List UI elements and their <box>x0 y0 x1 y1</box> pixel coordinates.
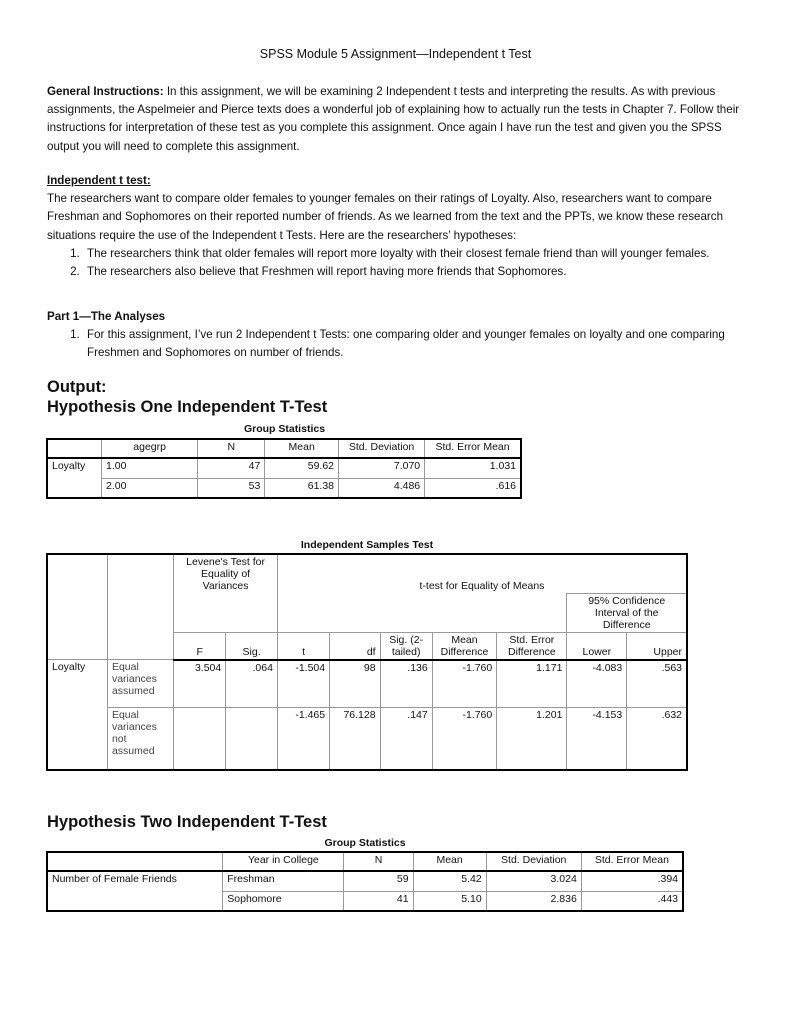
cell: 7.070 <box>339 458 425 478</box>
document-title: SPSS Module 5 Assignment—Independent t Test <box>259 47 532 61</box>
row-sublabel: Equal variances assumed <box>107 660 173 708</box>
cell <box>174 708 226 770</box>
row-label-empty <box>47 708 107 770</box>
hypothesis-item: 2. The researchers also believe that Freshmen will report having more friends that Sophomores. <box>83 263 747 281</box>
h1-ind-table <box>46 553 688 771</box>
table-corner <box>107 554 173 660</box>
hypothesis-one-heading: Hypothesis One Independent T-Test <box>47 398 328 416</box>
h1-group-caption: Group Statistics <box>243 423 326 435</box>
cell: .632 <box>627 708 687 770</box>
general-instructions <box>47 83 747 156</box>
hypothesis-item: 1. The researchers think that older females will report more loyalty with their closest female friend than will younger females. <box>83 245 747 263</box>
cell: 2.836 <box>486 891 581 911</box>
cell: -4.153 <box>567 708 627 770</box>
col-header: agegrp <box>101 439 197 458</box>
cell: .136 <box>380 660 432 708</box>
row-sublabel: Equal variances not assumed <box>107 708 173 770</box>
row-label: Loyalty <box>47 458 101 478</box>
col-header: N <box>344 852 413 871</box>
ttest-spacer <box>277 593 567 632</box>
col-header: Sig. (2-tailed) <box>380 632 432 660</box>
cell: .147 <box>380 708 432 770</box>
cell: 1.00 <box>101 458 197 478</box>
col-header: F <box>174 632 226 660</box>
col-header: Mean <box>265 439 339 458</box>
cell: 5.10 <box>413 891 486 911</box>
col-header: t <box>277 632 329 660</box>
hypothesis-two-heading: Hypothesis Two Independent T-Test <box>47 813 327 831</box>
cell: 53 <box>198 478 265 498</box>
col-header: Mean <box>413 852 486 871</box>
levene-spacer <box>174 593 278 632</box>
output-heading: Output: <box>47 378 107 396</box>
cell: 76.128 <box>330 708 380 770</box>
cell: 98 <box>330 660 380 708</box>
row-label: Loyalty <box>47 660 107 708</box>
part1-list <box>47 326 747 362</box>
col-header: Std. Error Difference <box>497 632 567 660</box>
h1-group-table <box>46 438 522 499</box>
ci-header: 95% Confidence Interval of the Difference <box>567 593 687 632</box>
ttest-header: t-test for Equality of Means <box>277 554 687 593</box>
cell: .394 <box>581 871 683 891</box>
table-row <box>47 708 687 770</box>
cell: 4.486 <box>339 478 425 498</box>
row-label-empty <box>47 891 223 911</box>
table-corner <box>47 852 223 871</box>
col-header: Year in College <box>223 852 344 871</box>
row-label-empty <box>47 478 101 498</box>
col-header: Mean Difference <box>432 632 497 660</box>
h2-group-table <box>46 851 684 912</box>
cell: 1.031 <box>425 458 521 478</box>
part1-heading: Part 1—The Analyses <box>47 310 166 323</box>
col-header: Std. Error Mean <box>425 439 521 458</box>
cell: .563 <box>627 660 687 708</box>
cell: 61.38 <box>265 478 339 498</box>
col-header: Std. Error Mean <box>581 852 683 871</box>
col-header: Std. Deviation <box>486 852 581 871</box>
col-header: N <box>198 439 265 458</box>
table-row <box>47 478 521 498</box>
cell: -1.465 <box>277 708 329 770</box>
row-label: Number of Female Friends <box>47 871 223 891</box>
table-row <box>47 458 521 478</box>
cell: -4.083 <box>567 660 627 708</box>
cell: 2.00 <box>101 478 197 498</box>
table-corner <box>47 439 101 458</box>
general-instructions-label: General Instructions: <box>47 85 164 98</box>
hypotheses-list <box>47 245 747 281</box>
cell: Freshman <box>223 871 344 891</box>
independent-text: The researchers want to compare older females to younger females on their ratings of Loyalty. Also, researchers want to compare Freshman and Sophomores on their reported number of friends. As we learned from the text and the PPTs, we know these research situations require the use of the Independent t Tests. Here are the researchers’ hypotheses: <box>47 192 724 242</box>
table-row <box>47 660 687 708</box>
levene-header: Levene's Test for Equality of Variances <box>174 554 278 593</box>
cell: 59.62 <box>265 458 339 478</box>
cell: 3.024 <box>486 871 581 891</box>
cell: 47 <box>198 458 265 478</box>
cell: 5.42 <box>413 871 486 891</box>
cell: -1.504 <box>277 660 329 708</box>
col-header: Upper <box>627 632 687 660</box>
cell: .616 <box>425 478 521 498</box>
cell: 1.201 <box>497 708 567 770</box>
table-row <box>47 871 683 891</box>
independent-heading: Independent t test: <box>47 174 151 187</box>
cell: 3.504 <box>174 660 226 708</box>
col-header: df <box>330 632 380 660</box>
cell: -1.760 <box>432 708 497 770</box>
cell: 1.171 <box>497 660 567 708</box>
cell: .064 <box>226 660 278 708</box>
table-row <box>47 891 683 911</box>
cell: -1.760 <box>432 660 497 708</box>
col-header: Sig. <box>226 632 278 660</box>
part1-section <box>47 308 747 363</box>
cell <box>226 708 278 770</box>
cell: Sophomore <box>223 891 344 911</box>
col-header: Std. Deviation <box>339 439 425 458</box>
col-header: Lower <box>567 632 627 660</box>
h1-ind-caption: Independent Samples Test <box>300 539 434 551</box>
part1-item: 1. For this assignment, I’ve run 2 Independent t Tests: one comparing older and younger females on loyalty and one comparing Freshmen and Sophomores on number of friends. <box>83 326 747 362</box>
cell: 59 <box>344 871 413 891</box>
independent-section <box>47 172 747 281</box>
cell: .443 <box>581 891 683 911</box>
cell: 41 <box>344 891 413 911</box>
general-instructions-text: In this assignment, we will be examining 2 Independent t tests and interpreting the results. As with previous assignments, the Aspelmeier and Pierce texts does a wonderful job of explaining how to actually run the tests in Chapter 7. Follow their instructions for interpretation of these test as you complete this assignment. Once again I have run the test and given you the SPSS output you will need to complete this assignment. <box>47 85 740 153</box>
h2-group-caption: Group Statistics <box>324 837 406 849</box>
table-corner <box>47 554 107 660</box>
